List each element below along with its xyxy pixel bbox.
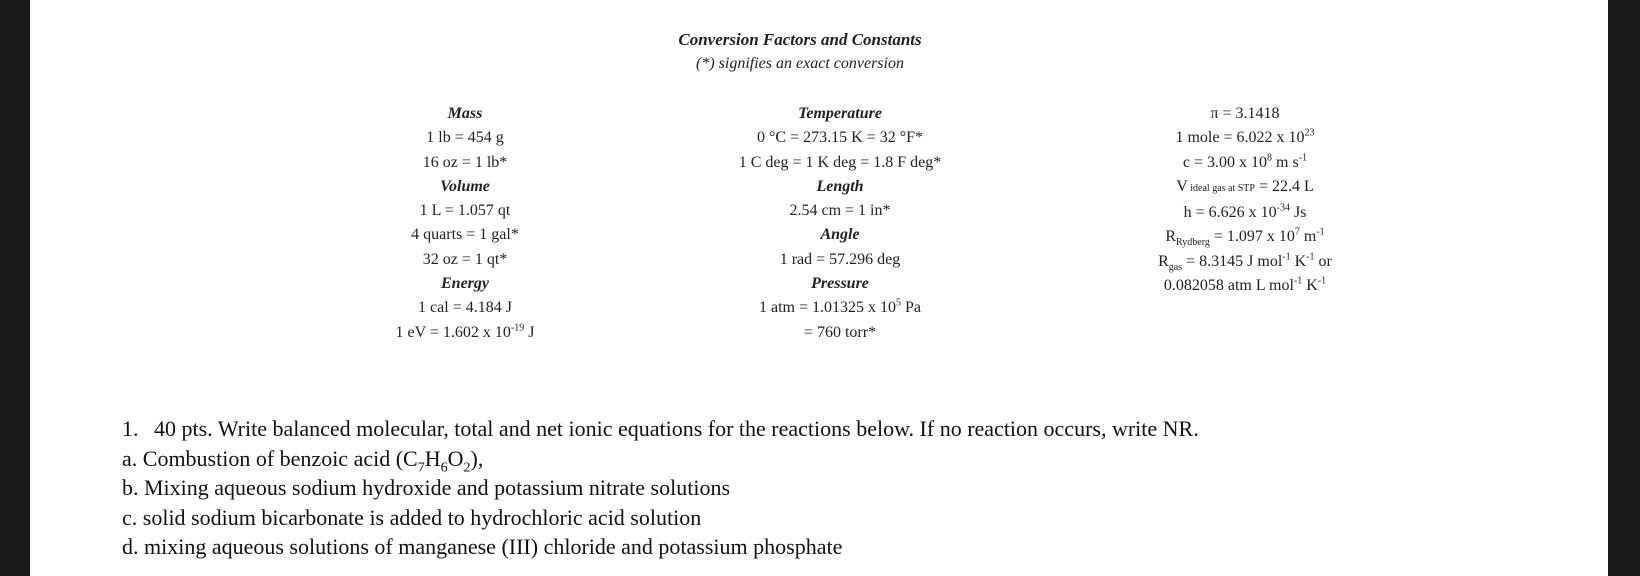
question-block (122, 414, 1199, 562)
mass-heading: Mass (447, 105, 483, 122)
gas-constant: $R_{gas} = 8.3145$ J mol$^{-1}$ $K^{-1}$ or (1158, 251, 1332, 273)
volume-heading: Volume (440, 177, 490, 195)
constants-column-mass-volume-energy (310, 102, 620, 345)
part-a: a. Combustion of benzoic acid $(C_7H_6O_2)$, (122, 445, 484, 475)
pressure-heading: Pressure (811, 275, 869, 293)
length-line-1: 2.54 cm = 1 in* (789, 202, 891, 220)
energy-line-1: 1 cal = 4.184 J (418, 299, 512, 317)
planck-constant: h = 6.626 x $10^{-34}$ Js (1183, 202, 1307, 222)
part-b: b. Mixing aqueous sodium hydroxide and potassium nitrate solutions (122, 475, 731, 501)
mass-line-2: 16 oz = 1 lb* (422, 153, 508, 171)
pi-constant: π = 3.1418 (1210, 105, 1280, 122)
question-number: 1. (122, 416, 139, 441)
page-subtitle: (*) signifies an exact conversion (696, 55, 904, 72)
mass-line-1: 1 lb = 454 g (426, 129, 504, 147)
part-d: d. mixing aqueous solutions of manganese (III) chloride and potassium phosphate (122, 534, 843, 560)
temperature-line-2: 1 C deg = 1 K deg = 1.8 F deg* (738, 153, 942, 171)
temperature-heading: Temperature (798, 105, 882, 122)
constants-column-physical-constants (1060, 102, 1430, 298)
pressure-line-1: 1 atm = 1.01325 x $10^5$ Pa (758, 298, 921, 317)
part-c: c. solid sodium bicarbonate is added to hydrochloric acid solution (122, 504, 702, 530)
speed-of-light-constant: c = 3.00 x $10^8$ m $s^{-1}$ (1182, 152, 1308, 171)
mole-constant: 1 mole = 6.022 x $10^{23}$ (1175, 127, 1315, 147)
volume-line-3: 32 oz = 1 qt* (422, 250, 508, 268)
length-heading: Length (816, 177, 864, 195)
ideal-gas-volume-constant: V ideal gas at STP = 22.4 L (1176, 177, 1314, 195)
energy-line-2: 1 eV = 1.602 x $10^{-19}$ J (395, 322, 535, 341)
angle-line-1: 1 rad = 57.296 deg (779, 250, 901, 268)
gas-constant-alt: 0.082058 atm L mol$^{-1}$ $K^{-1}$ (1163, 275, 1327, 295)
angle-heading: Angle (820, 226, 860, 244)
constants-column-temperature-length-angle-pressure (655, 102, 1025, 345)
page-title: Conversion Factors and Constants (678, 30, 922, 49)
temperature-line-1: 0 °C = 273.15 K = 32 °F* (757, 129, 923, 147)
rydberg-constant: $R_{Rydberg} = 1.097$ x $10^7$ $m^{-1}$ (1165, 227, 1325, 249)
pressure-line-2: = 760 torr* (803, 323, 877, 341)
volume-line-2: 4 quarts = 1 gal* (411, 226, 519, 244)
energy-heading: Energy (441, 275, 489, 293)
question-1 (122, 414, 1199, 444)
document-page (30, 0, 1608, 576)
question-text: 40 pts. Write balanced molecular, total and net ionic equations for the reactions below. If no reaction occurs, write NR. (154, 416, 1199, 441)
volume-line-1: 1 L = 1.057 qt (419, 202, 511, 220)
